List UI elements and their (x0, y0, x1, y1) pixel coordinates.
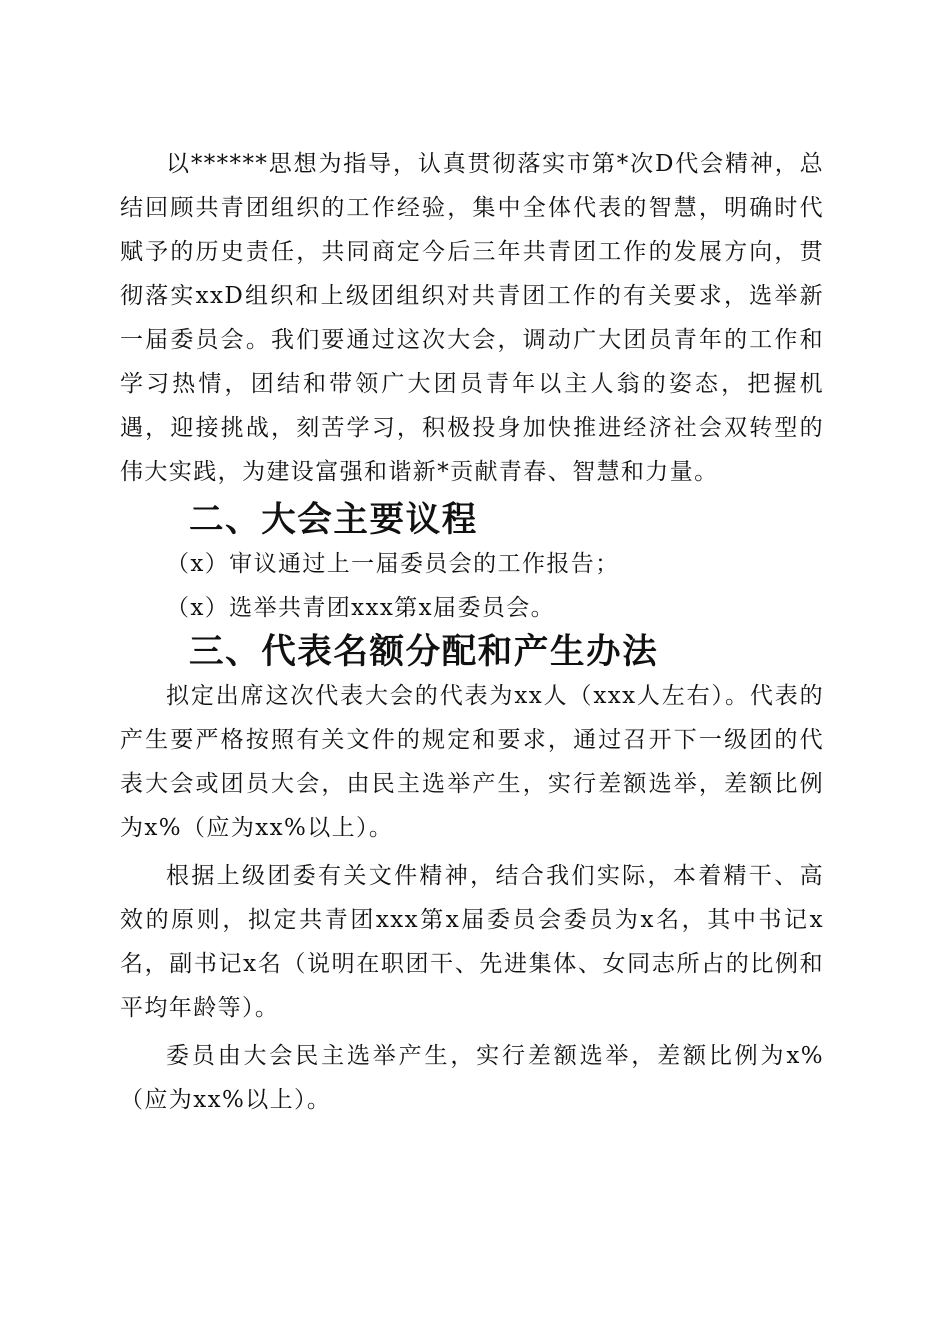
agenda-item: （x）选举共青团xxx第x届委员会。 (166, 595, 556, 621)
delegates-paragraph: 拟定出席这次代表大会的代表为xx人（xxx人左右）。代表的产生要严格按照有关文件的规定和要求，通过召开下一级团的代表大会或团员大会，由民主选举产生，实行差额选举，差额比例为x%（应为xx%以上）。 (120, 683, 824, 841)
section-heading-agenda: 二、大会主要议程 (189, 500, 478, 540)
committee-paragraph: 根据上级团委有关文件精神，结合我们实际，本着精干、高效的原则，拟定共青团xxx第x届委员会委员为x名，其中书记x名，副书记x名（说明在职团干、先进集体、女同志所占的比例和平均年龄等）。 (120, 863, 824, 1021)
agenda-item: （x）审议通过上一届委员会的工作报告； (166, 551, 620, 577)
document-body (120, 142, 824, 1122)
election-paragraph: 委员由大会民主选举产生，实行差额选举，差额比例为x%（应为xx%以上）。 (120, 1043, 824, 1113)
section-heading-delegates: 三、代表名额分配和产生办法 (189, 632, 659, 672)
intro-paragraph: 以******思想为指导，认真贯彻落实市第*次D代会精神，总结回顾共青团组织的工作经验，集中全体代表的智慧，明确时代赋予的历史责任，共同商定今后三年共青团工作的发展方向，贯彻落实xxD组织和上级团组织对共青团工作的有关要求，选举新一届委员会。我们要通过这次大会，调动广大团员青年的工作和学习热情，团结和带领广大团员青年以主人翁的姿态，把握机遇，迎接挑战，刻苦学习，积极投身加快推进经济社会双转型的伟大实践，为建设富强和谐新*贡献青春、智慧和力量。 (120, 151, 824, 485)
